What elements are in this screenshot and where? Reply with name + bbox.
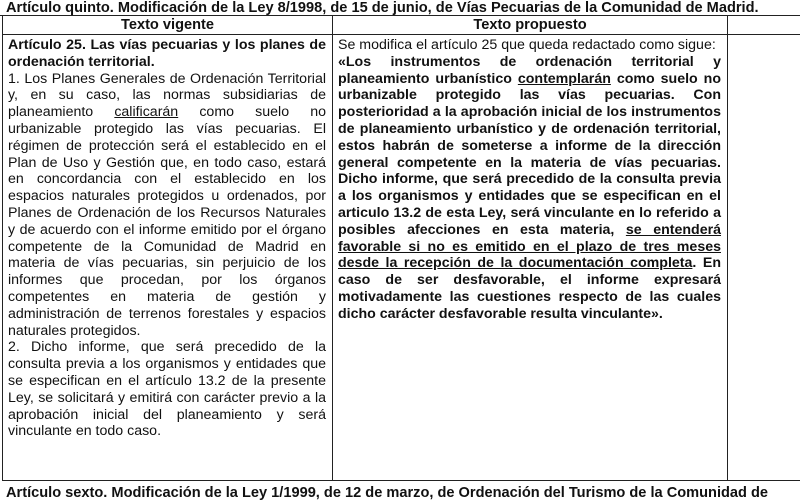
underlined-favorable-clause: se entenderá favorable si no es emitido en el plazo de tres meses desde la recepción de la documentación completa xyxy=(338,221,722,272)
cell-texto-vigente xyxy=(3,35,332,440)
underlined-calificaran: calificarán xyxy=(114,104,179,121)
article-heading: Artículo 25. Las vías pecuarias y los planes de ordenación territorial. xyxy=(8,37,326,70)
column-texto-vigente xyxy=(3,16,333,480)
underlined-contemplaran: contemplarán xyxy=(517,70,611,87)
quote-part-2: como suelo no urbanizable protegido las vías pecuarias. Con posterioridad a la aprobación inicial de los instrumentos de planeamiento urbanístico y de ordenación territorial, estos habrán de someterse a informe de la dirección general competente en la materia de vías pecuarias. Dicho informe, que será precedido de la consulta previa a los organismos y entidades que se especifican en el articulo 13.2 de esta Ley, será vinculante en lo referido a posibles afecciones en esta materia, xyxy=(338,70,721,238)
intro-text: Se modifica el artículo 25 que queda redactado como sigue: xyxy=(338,37,716,53)
next-article-title: Artículo sexto. Modificación de la Ley 1/1999, de 12 de marzo, de Ordenación del Turismo de la Comunidad de xyxy=(6,485,769,501)
header-texto-vigente: Texto vigente xyxy=(3,16,332,35)
cell-texto-propuesto xyxy=(333,35,727,323)
quote-part-3: . En caso de ser desfavorable, el informe expresará motivadamente las cuestiones respecto de las cuales dicho carácter desfavorable resulta vinculante». xyxy=(338,255,721,322)
header-observaciones xyxy=(728,16,800,35)
paragraph-1 xyxy=(8,71,326,340)
p1-text-after: como suelo no urbanizable protegido las vías pecuarias. El régimen de protección será el establecido en el Plan de Uso y Gestión que, en todo caso, estará en concordancia con el establecido en los espacios naturales protegidos u ordenados, por Planes de Ordenación de los Recursos Naturales y de acuerdo con el informe emitido por el órgano competente de la Comunidad de Madrid en materia de vías pecuarias, sin perjuicio de los informes que procedan, por los órganos competentes en materia de gestión y administración de terrenos forestales y espacios naturales protegidos. xyxy=(8,104,326,339)
column-observaciones xyxy=(728,16,800,480)
cell-observaciones xyxy=(728,35,800,37)
proposed-quote xyxy=(338,54,721,323)
quote-part-1: «Los instrumentos de ordenación territorial y planeamiento urbanístico xyxy=(338,53,721,87)
paragraph-2: 2. Dicho informe, que será precedido de la consulta previa a los organismos y entidades que se especifican en el artículo 13.2 de la presente Ley, se solicitará y emitirá con carácter previo a la aprobación inicial del planeamiento y será vinculante en todo caso. xyxy=(8,339,326,440)
comparison-table xyxy=(2,16,800,481)
column-texto-propuesto xyxy=(333,16,728,480)
header-texto-propuesto: Texto propuesto xyxy=(333,16,727,35)
p1-text-before: 1. Los Planes Generales de Ordenación Territorial y, en su caso, las normas subsidiarias de planeamiento xyxy=(8,70,326,121)
article-title: Artículo quinto. Modificación de la Ley 8/1998, de 15 de junio, de Vías Pecuarias de la Comunidad de Madrid. xyxy=(0,0,800,16)
